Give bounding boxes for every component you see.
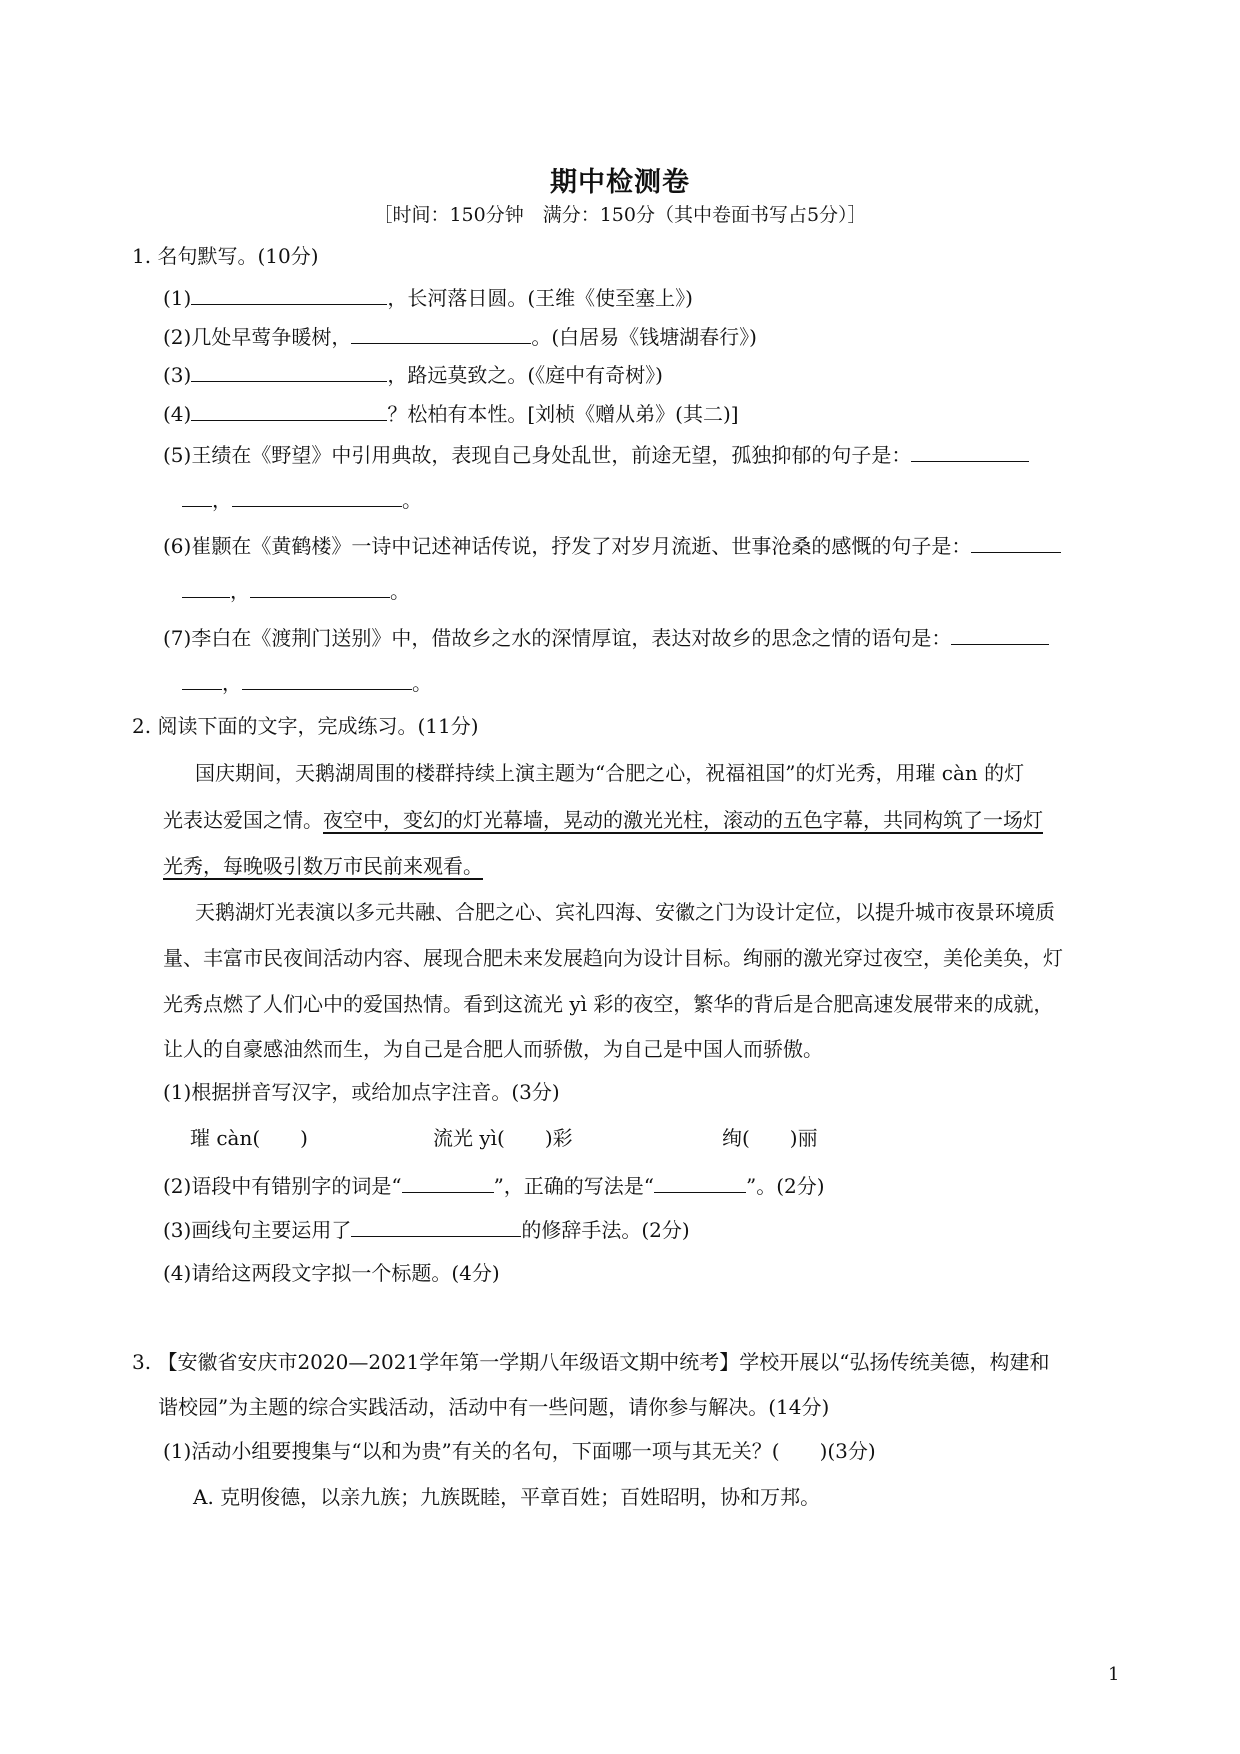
answer-blank[interactable] [191, 398, 387, 421]
q2-sub3: (3)画线句主要运用了 的修辞手法。(2分) [163, 1214, 690, 1244]
underlined-sentence: 光秀，每晚吸引数万市民前来观看。 [163, 854, 483, 878]
q1-item-4: (4) ？松柏有本性。[刘桢《赠从弟》(其二)] [163, 398, 739, 428]
answer-blank[interactable] [191, 359, 387, 382]
q1-item-5-cont: ， 。 [182, 484, 422, 514]
q2-sub1-b[interactable]: 流光 yì( )彩 [433, 1126, 573, 1150]
q2-para1-line2: 光表达爱国之情。夜空中，变幻的灯光幕墙，晃动的激光光柱，滚动的五色字幕，共同构筑了一场灯 [163, 808, 1043, 832]
q2-para2-line1: 天鹅湖灯光表演以多元共融、合肥之心、宾礼四海、安徽之门为设计定位，以提升城市夜景环境质 [195, 900, 1055, 924]
answer-blank[interactable] [654, 1170, 746, 1193]
q2-heading: 2. 阅读下面的文字，完成练习。(11分) [132, 714, 479, 738]
q2-para2-line2: 量、丰富市民夜间活动内容、展现合肥未来发展趋向为设计目标。绚丽的激光穿过夜空，美伦美奂，灯 [163, 946, 1063, 970]
answer-blank[interactable] [191, 282, 387, 305]
answer-blank[interactable] [250, 575, 390, 598]
q3-heading-line2: 谐校园”为主题的综合实践活动，活动中有一些问题，请你参与解决。(14分) [158, 1395, 830, 1419]
q2-para2-line3: 光秀点燃了人们心中的爱国热情。看到这流光 yì 彩的夜空，繁华的背后是合肥高速发展带来的成就， [163, 992, 1054, 1016]
q3-option-a[interactable]: A. 克明俊德，以亲九族；九族既睦，平章百姓；百姓昭明，协和万邦。 [193, 1485, 821, 1509]
page-number: 1 [1108, 1664, 1120, 1685]
q2-sub4: (4)请给这两段文字拟一个标题。(4分) [163, 1261, 500, 1285]
exam-subtitle: ［时间：150分钟 满分：150分（其中卷面书写占5分）］ [373, 204, 867, 226]
q2-sub1: (1)根据拼音写汉字，或给加点字注音。(3分) [163, 1080, 560, 1104]
answer-blank[interactable] [182, 484, 212, 507]
answer-blank[interactable] [351, 321, 531, 344]
q2-sub2: (2)语段中有错别字的词是“ ”，正确的写法是“ ”。(2分) [163, 1170, 825, 1200]
q1-heading: 1. 名句默写。(10分) [132, 244, 319, 268]
q1-item-7: (7)李白在《渡荆门送别》中，借故乡之水的深情厚谊，表达对故乡的思念之情的语句是： [163, 622, 1049, 652]
q1-item-3: (3) ，路远莫致之。(《庭中有奇树》) [163, 359, 663, 389]
q2-para1-line1: 国庆期间，天鹅湖周围的楼群持续上演主题为“合肥之心，祝福祖国”的灯光秀，用璀 càn 的灯 [195, 761, 1025, 785]
q1-item-2: (2)几处早莺争暖树， 。(白居易《钱塘湖春行》) [163, 321, 757, 351]
answer-blank[interactable] [402, 1170, 494, 1193]
q3-heading-line1: 3. 【安徽省安庆市2020—2021学年第一学期八年级语文期中统考】学校开展以“弘扬传统美德，构建和 [132, 1350, 1050, 1374]
exam-title: 期中检测卷 [550, 167, 690, 198]
q1-item-5: (5)王绩在《野望》中引用典故，表现自己身处乱世，前途无望，孤独抑郁的句子是： [163, 439, 1029, 469]
q1-item-6: (6)崔颢在《黄鹤楼》一诗中记述神话传说，抒发了对岁月流逝、世事沧桑的感慨的句子是： [163, 530, 1061, 560]
answer-blank[interactable] [911, 439, 1029, 462]
q2-sub1-a[interactable]: 璀 càn( ) [190, 1126, 308, 1150]
q1-item-7-cont: ， 。 [182, 667, 432, 697]
underlined-sentence: 夜空中，变幻的灯光幕墙，晃动的激光光柱，滚动的五色字幕，共同构筑了一场灯 [323, 808, 1043, 832]
q2-para2-line4: 让人的自豪感油然而生，为自己是合肥人而骄傲，为自己是中国人而骄傲。 [163, 1037, 823, 1061]
q2-para1-line3 [163, 852, 483, 880]
answer-blank[interactable] [351, 1214, 521, 1237]
answer-blank[interactable] [951, 622, 1049, 645]
answer-blank[interactable] [182, 667, 222, 690]
answer-blank[interactable] [182, 575, 230, 598]
q3-sub1: (1)活动小组要搜集与“以和为贵”有关的名句，下面哪一项与其无关？( )(3分) [163, 1439, 876, 1463]
q2-sub1-c[interactable]: 绚( )丽 [722, 1126, 818, 1150]
q1-item-6-cont: ， 。 [182, 575, 410, 605]
answer-blank[interactable] [971, 530, 1061, 553]
answer-blank[interactable] [232, 484, 402, 507]
answer-blank[interactable] [242, 667, 412, 690]
q1-item-1: (1) ，长河落日圆。(王维《使至塞上》) [163, 282, 693, 312]
